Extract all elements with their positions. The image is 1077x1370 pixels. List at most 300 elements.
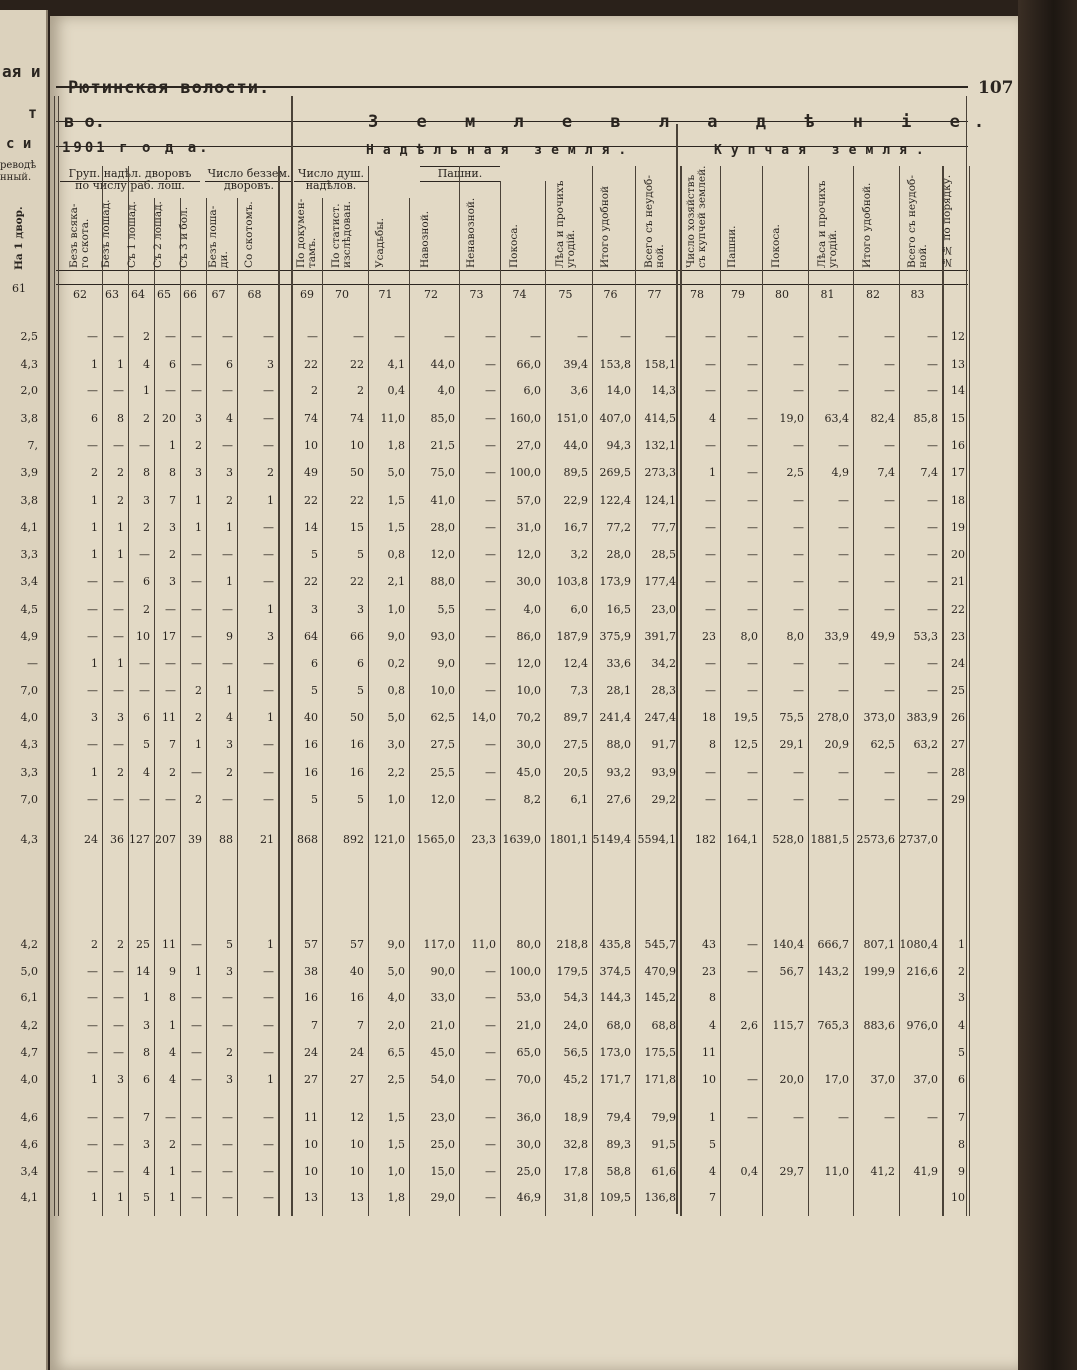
table-cell: 1,5 bbox=[387, 1111, 405, 1124]
table-cell: — bbox=[793, 521, 804, 534]
table-cell: 31,0 bbox=[516, 521, 541, 534]
rule-vertical bbox=[966, 96, 967, 1216]
table-cell: 24 bbox=[951, 657, 965, 670]
table-cell: 50 bbox=[350, 711, 364, 724]
table-cell: 22,9 bbox=[563, 494, 588, 507]
table-cell: — bbox=[222, 548, 233, 561]
table-cell: 10 bbox=[136, 630, 150, 643]
table-cell: — bbox=[927, 766, 938, 779]
table-cell: — bbox=[191, 1019, 202, 1032]
table-cell: 2573,6 bbox=[856, 833, 895, 846]
table-cell: — bbox=[747, 1111, 758, 1124]
left-page-value: 3,9 bbox=[20, 466, 38, 479]
column-number: 68 bbox=[247, 288, 262, 301]
left-page-value: 4,5 bbox=[20, 603, 38, 616]
table-cell: 8 bbox=[117, 412, 124, 425]
table-cell: 93,2 bbox=[606, 766, 631, 779]
table-cell: 2 bbox=[169, 766, 176, 779]
table-cell: 1 bbox=[143, 991, 150, 1004]
table-cell: — bbox=[165, 1111, 176, 1124]
table-cell: — bbox=[113, 630, 124, 643]
table-cell: — bbox=[113, 575, 124, 588]
table-cell: 22 bbox=[350, 494, 364, 507]
table-cell: 11,0 bbox=[380, 412, 405, 425]
table-cell: — bbox=[927, 384, 938, 397]
table-cell: 1 bbox=[143, 384, 150, 397]
table-cell: 31,8 bbox=[563, 1191, 588, 1204]
left-page-value: 5,0 bbox=[20, 965, 38, 978]
table-cell: 1,5 bbox=[387, 494, 405, 507]
rule-vertical bbox=[154, 198, 155, 1216]
rule-vertical bbox=[180, 198, 181, 1216]
table-cell: — bbox=[793, 575, 804, 588]
table-cell: — bbox=[222, 384, 233, 397]
table-cell: 16 bbox=[304, 738, 318, 751]
left-page-value: 7, bbox=[27, 439, 38, 452]
table-cell: — bbox=[113, 684, 124, 697]
table-cell: 14,0 bbox=[606, 384, 631, 397]
table-cell: — bbox=[191, 1073, 202, 1086]
table-cell: — bbox=[927, 439, 938, 452]
table-cell: 151,0 bbox=[556, 412, 588, 425]
table-cell: 15 bbox=[951, 412, 965, 425]
table-cell: 2,6 bbox=[740, 1019, 758, 1032]
table-cell: 1 bbox=[91, 1073, 98, 1086]
table-cell: 5 bbox=[226, 938, 233, 951]
table-cell: — bbox=[485, 766, 496, 779]
table-cell: 6,0 bbox=[570, 603, 588, 616]
table-cell: 414,5 bbox=[644, 412, 676, 425]
left-page-value: 4,2 bbox=[20, 938, 38, 951]
table-cell: 3 bbox=[143, 494, 150, 507]
table-cell: 5 bbox=[357, 548, 364, 561]
column-header-label: Лѣса и прочихъ угодій. bbox=[815, 180, 839, 268]
table-cell: 25 bbox=[951, 684, 965, 697]
table-cell: — bbox=[793, 439, 804, 452]
table-cell: — bbox=[793, 793, 804, 806]
table-cell: 17 bbox=[162, 630, 176, 643]
table-cell: — bbox=[705, 575, 716, 588]
table-cell: 12,0 bbox=[430, 548, 455, 561]
table-cell: — bbox=[113, 330, 124, 343]
table-cell: — bbox=[263, 439, 274, 452]
table-cell: 765,3 bbox=[817, 1019, 849, 1032]
table-cell: 8 bbox=[709, 738, 716, 751]
table-cell: 9,0 bbox=[387, 630, 405, 643]
table-cell: — bbox=[87, 738, 98, 751]
table-cell: 1,0 bbox=[387, 1165, 405, 1178]
table-cell: — bbox=[263, 766, 274, 779]
table-cell: — bbox=[485, 1046, 496, 1059]
table-cell: 16 bbox=[304, 766, 318, 779]
table-cell: — bbox=[113, 738, 124, 751]
table-cell: 218,8 bbox=[556, 938, 588, 951]
table-cell: — bbox=[485, 1191, 496, 1204]
table-cell: 1 bbox=[709, 466, 716, 479]
table-cell: 2 bbox=[195, 684, 202, 697]
table-cell: 5 bbox=[143, 1191, 150, 1204]
table-cell: — bbox=[485, 1019, 496, 1032]
table-cell: 27,0 bbox=[516, 439, 541, 452]
table-cell: 391,7 bbox=[644, 630, 676, 643]
table-cell: 23,0 bbox=[430, 1111, 455, 1124]
table-cell: 85,8 bbox=[913, 412, 938, 425]
table-cell: 29 bbox=[951, 793, 965, 806]
table-cell: 3,0 bbox=[387, 738, 405, 751]
table-cell: 18,9 bbox=[563, 1111, 588, 1124]
table-cell: 30,0 bbox=[516, 738, 541, 751]
table-cell: — bbox=[87, 575, 98, 588]
column-header-label: Покоса. bbox=[507, 224, 520, 268]
table-cell: — bbox=[222, 657, 233, 670]
table-cell: 1 bbox=[195, 965, 202, 978]
table-cell: 160,0 bbox=[509, 412, 541, 425]
table-cell: — bbox=[165, 330, 176, 343]
table-cell: 28 bbox=[951, 766, 965, 779]
group-header-bezzem: Число беззем. дворовъ. bbox=[207, 167, 291, 192]
table-cell: — bbox=[927, 494, 938, 507]
table-cell: 883,6 bbox=[863, 1019, 895, 1032]
left-page-value: 3,3 bbox=[20, 548, 38, 561]
table-cell: — bbox=[705, 384, 716, 397]
column-number: 82 bbox=[866, 288, 880, 301]
table-cell: 36,0 bbox=[516, 1111, 541, 1124]
table-cell: — bbox=[191, 384, 202, 397]
table-cell: — bbox=[838, 548, 849, 561]
table-cell: 82,4 bbox=[870, 412, 895, 425]
table-cell: 8 bbox=[143, 1046, 150, 1059]
table-cell: — bbox=[139, 684, 150, 697]
table-cell: 9,0 bbox=[437, 657, 455, 670]
table-cell: 122,4 bbox=[599, 494, 631, 507]
table-cell: — bbox=[191, 330, 202, 343]
table-cell: 187,9 bbox=[556, 630, 588, 643]
table-cell: 4 bbox=[143, 766, 150, 779]
table-cell: — bbox=[263, 1046, 274, 1059]
column-header-label: №№ по порядку. bbox=[940, 174, 953, 268]
table-cell: — bbox=[485, 1165, 496, 1178]
column-header-label: Число хозяйствъ съ купчей землей. bbox=[685, 165, 708, 268]
table-cell: — bbox=[747, 548, 758, 561]
nadel-heading: Надѣльная земля. bbox=[366, 143, 636, 158]
table-cell: 29,7 bbox=[779, 1165, 804, 1178]
table-cell: 13 bbox=[350, 1191, 364, 1204]
table-cell: 1 bbox=[267, 711, 274, 724]
table-cell: 22 bbox=[350, 358, 364, 371]
table-cell: 1080,4 bbox=[899, 938, 938, 951]
table-cell: 145,2 bbox=[644, 991, 676, 1004]
table-cell: — bbox=[747, 330, 758, 343]
table-cell: — bbox=[705, 766, 716, 779]
rule-horizontal bbox=[56, 284, 968, 285]
column-header-label: Со скотомъ. bbox=[242, 201, 255, 268]
table-cell: — bbox=[263, 1019, 274, 1032]
table-cell: 88,0 bbox=[430, 575, 455, 588]
rule-horizontal bbox=[60, 181, 200, 182]
table-cell: 5,0 bbox=[387, 711, 405, 724]
column-number: 72 bbox=[424, 288, 438, 301]
table-cell: 2 bbox=[195, 439, 202, 452]
table-cell: 374,5 bbox=[599, 965, 631, 978]
column-header-label: Всего съ неудоб- ной. bbox=[905, 175, 929, 268]
column-number: 66 bbox=[183, 288, 197, 301]
table-cell: — bbox=[705, 494, 716, 507]
table-cell: 28,0 bbox=[430, 521, 455, 534]
table-cell: 976,0 bbox=[906, 1019, 938, 1032]
column-number: 75 bbox=[558, 288, 573, 301]
table-cell: — bbox=[884, 793, 895, 806]
table-cell: 70,2 bbox=[516, 711, 541, 724]
table-cell: — bbox=[927, 330, 938, 343]
table-cell: — bbox=[87, 630, 98, 643]
table-cell: 383,9 bbox=[906, 711, 938, 724]
table-cell: — bbox=[263, 521, 274, 534]
table-cell: 1 bbox=[226, 684, 233, 697]
table-cell: 24 bbox=[84, 833, 98, 846]
table-cell: — bbox=[307, 330, 318, 343]
table-cell: — bbox=[222, 1191, 233, 1204]
table-cell: — bbox=[884, 603, 895, 616]
table-cell: 1 bbox=[169, 1191, 176, 1204]
table-cell: 26 bbox=[951, 711, 965, 724]
table-cell: 16 bbox=[350, 738, 364, 751]
table-cell: — bbox=[620, 330, 631, 343]
table-cell: — bbox=[113, 1138, 124, 1151]
table-cell: 6 bbox=[143, 575, 150, 588]
table-cell: 100,0 bbox=[509, 965, 541, 978]
table-cell: — bbox=[222, 991, 233, 1004]
table-cell: 16 bbox=[951, 439, 965, 452]
table-cell: 3 bbox=[357, 603, 364, 616]
table-cell: 269,5 bbox=[599, 466, 631, 479]
table-cell: 16,7 bbox=[563, 521, 588, 534]
table-cell: 19 bbox=[951, 521, 965, 534]
table-cell: — bbox=[838, 575, 849, 588]
table-cell: 1,8 bbox=[387, 1191, 405, 1204]
table-cell: — bbox=[927, 1111, 938, 1124]
column-number: 80 bbox=[775, 288, 789, 301]
table-cell: 124,1 bbox=[644, 494, 676, 507]
table-cell: 175,5 bbox=[644, 1046, 676, 1059]
table-cell: 23,3 bbox=[471, 833, 496, 846]
table-cell: 11,0 bbox=[471, 938, 496, 951]
column-number: 67 bbox=[211, 288, 226, 301]
table-cell: — bbox=[793, 330, 804, 343]
table-cell: — bbox=[485, 1073, 496, 1086]
table-cell: 16 bbox=[350, 766, 364, 779]
table-cell: 27 bbox=[350, 1073, 364, 1086]
left-page-value: 2,5 bbox=[20, 330, 38, 343]
table-cell: 3,2 bbox=[570, 548, 588, 561]
table-cell: 20 bbox=[951, 548, 965, 561]
table-cell: 2,0 bbox=[387, 1019, 405, 1032]
table-cell: — bbox=[884, 521, 895, 534]
table-cell: 10 bbox=[304, 439, 318, 452]
rule-horizontal bbox=[56, 86, 968, 88]
table-cell: 70,0 bbox=[516, 1073, 541, 1086]
table-cell: 77,7 bbox=[651, 521, 676, 534]
left-page-value: 3,3 bbox=[20, 766, 38, 779]
table-cell: 6,0 bbox=[523, 384, 541, 397]
table-cell: 44,0 bbox=[430, 358, 455, 371]
table-cell: — bbox=[884, 494, 895, 507]
column-number: 74 bbox=[512, 288, 527, 301]
table-cell: 21 bbox=[260, 833, 274, 846]
table-cell: 8,0 bbox=[740, 630, 758, 643]
table-cell: 407,0 bbox=[599, 412, 631, 425]
table-cell: — bbox=[165, 603, 176, 616]
table-cell: — bbox=[263, 1138, 274, 1151]
table-cell: 103,8 bbox=[556, 575, 588, 588]
table-cell: 10 bbox=[350, 1138, 364, 1151]
column-header-label: Съ 2 лошад. bbox=[152, 201, 164, 268]
table-cell: — bbox=[884, 548, 895, 561]
table-cell: 3 bbox=[117, 711, 124, 724]
table-cell: 1 bbox=[195, 494, 202, 507]
table-cell: 4,0 bbox=[387, 991, 405, 1004]
table-cell: 23 bbox=[702, 965, 716, 978]
table-cell: 2 bbox=[267, 466, 274, 479]
table-cell: 5 bbox=[958, 1046, 965, 1059]
row1-left: в о. bbox=[64, 112, 105, 132]
table-cell: — bbox=[263, 991, 274, 1004]
table-cell: 1 bbox=[117, 657, 124, 670]
table-cell: — bbox=[165, 684, 176, 697]
table-cell: — bbox=[705, 358, 716, 371]
rule-vertical bbox=[237, 198, 238, 1216]
table-cell: 1 bbox=[958, 938, 965, 951]
table-cell: — bbox=[838, 384, 849, 397]
table-cell: — bbox=[747, 575, 758, 588]
rule-vertical bbox=[58, 96, 59, 1216]
table-cell: — bbox=[485, 548, 496, 561]
table-cell: 49 bbox=[304, 466, 318, 479]
table-cell: 6 bbox=[311, 657, 318, 670]
table-cell: 74 bbox=[350, 412, 364, 425]
table-cell: 27,6 bbox=[606, 793, 631, 806]
column-number: 76 bbox=[603, 288, 618, 301]
table-cell: 6 bbox=[958, 1073, 965, 1086]
table-cell: 10,0 bbox=[430, 684, 455, 697]
column-header-label: Всего съ неудоб- ной. bbox=[642, 175, 666, 268]
table-cell: 5 bbox=[357, 684, 364, 697]
main-heading: З е м л е в л а д ѣ н і е. bbox=[368, 112, 999, 132]
table-cell: 2737,0 bbox=[899, 833, 938, 846]
table-cell: — bbox=[191, 938, 202, 951]
table-cell: — bbox=[87, 1165, 98, 1178]
table-cell: 5,0 bbox=[387, 965, 405, 978]
table-cell: 1 bbox=[117, 521, 124, 534]
table-cell: 1 bbox=[267, 494, 274, 507]
table-cell: 12 bbox=[350, 1111, 364, 1124]
table-cell: — bbox=[705, 330, 716, 343]
table-cell: 57,0 bbox=[516, 494, 541, 507]
table-cell: 9 bbox=[169, 965, 176, 978]
table-cell: 2 bbox=[143, 412, 150, 425]
column-header-label: Безъ вcяка- го скота. bbox=[68, 203, 91, 268]
column-number: 63 bbox=[105, 288, 119, 301]
table-cell: 80,0 bbox=[516, 938, 541, 951]
table-cell: — bbox=[263, 1191, 274, 1204]
table-cell: — bbox=[263, 330, 274, 343]
table-cell: — bbox=[222, 330, 233, 343]
table-cell: 9 bbox=[958, 1165, 965, 1178]
column-number: 70 bbox=[335, 288, 349, 301]
table-cell: 14 bbox=[951, 384, 965, 397]
table-cell: — bbox=[165, 657, 176, 670]
table-cell: 4 bbox=[169, 1073, 176, 1086]
table-cell: — bbox=[139, 793, 150, 806]
table-cell: 7 bbox=[143, 1111, 150, 1124]
table-cell: 66 bbox=[350, 630, 364, 643]
table-cell: 33,9 bbox=[824, 630, 849, 643]
table-cell: 61,6 bbox=[651, 1165, 676, 1178]
table-cell: — bbox=[747, 657, 758, 670]
table-cell: — bbox=[113, 1111, 124, 1124]
table-cell: 25 bbox=[136, 938, 150, 951]
table-cell: 13 bbox=[304, 1191, 318, 1204]
table-cell: 4,9 bbox=[831, 466, 849, 479]
table-cell: — bbox=[838, 1111, 849, 1124]
table-cell: — bbox=[485, 657, 496, 670]
table-cell: 10 bbox=[702, 1073, 716, 1086]
table-cell: 18 bbox=[702, 711, 716, 724]
table-cell: — bbox=[263, 548, 274, 561]
table-cell: 3 bbox=[195, 466, 202, 479]
table-cell: 20,5 bbox=[563, 766, 588, 779]
table-cell: — bbox=[191, 766, 202, 779]
column-number: 83 bbox=[910, 288, 925, 301]
table-cell: 3 bbox=[226, 1073, 233, 1086]
page-number: 107 bbox=[978, 78, 1014, 98]
table-cell: — bbox=[927, 358, 938, 371]
table-cell: 0,2 bbox=[387, 657, 405, 670]
table-cell: — bbox=[927, 521, 938, 534]
table-cell: 10 bbox=[350, 439, 364, 452]
table-cell: — bbox=[747, 938, 758, 951]
table-cell: — bbox=[838, 439, 849, 452]
table-cell: — bbox=[747, 684, 758, 697]
table-cell: 8 bbox=[143, 466, 150, 479]
table-cell: 89,7 bbox=[563, 711, 588, 724]
table-cell: 5 bbox=[311, 684, 318, 697]
table-cell: 27,5 bbox=[430, 738, 455, 751]
table-cell: 14,0 bbox=[471, 711, 496, 724]
table-cell: 117,0 bbox=[423, 938, 455, 951]
table-cell: — bbox=[113, 965, 124, 978]
table-cell: — bbox=[665, 330, 676, 343]
table-cell: 4 bbox=[958, 1019, 965, 1032]
table-cell: 22 bbox=[304, 494, 318, 507]
table-cell: 25,5 bbox=[430, 766, 455, 779]
table-cell: 1639,0 bbox=[502, 833, 541, 846]
table-cell: — bbox=[927, 657, 938, 670]
table-cell: 20,9 bbox=[824, 738, 849, 751]
table-cell: 28,1 bbox=[606, 684, 631, 697]
table-cell: 127 bbox=[129, 833, 150, 846]
table-cell: — bbox=[263, 657, 274, 670]
table-cell: — bbox=[485, 494, 496, 507]
table-cell: 4,1 bbox=[387, 358, 405, 371]
table-cell: — bbox=[705, 548, 716, 561]
table-cell: 22 bbox=[304, 575, 318, 588]
table-cell: — bbox=[884, 657, 895, 670]
table-cell: — bbox=[87, 793, 98, 806]
table-cell: 1 bbox=[267, 603, 274, 616]
table-cell: 22 bbox=[951, 603, 965, 616]
table-cell: — bbox=[222, 1019, 233, 1032]
column-header-label: Пашни. bbox=[726, 225, 738, 268]
